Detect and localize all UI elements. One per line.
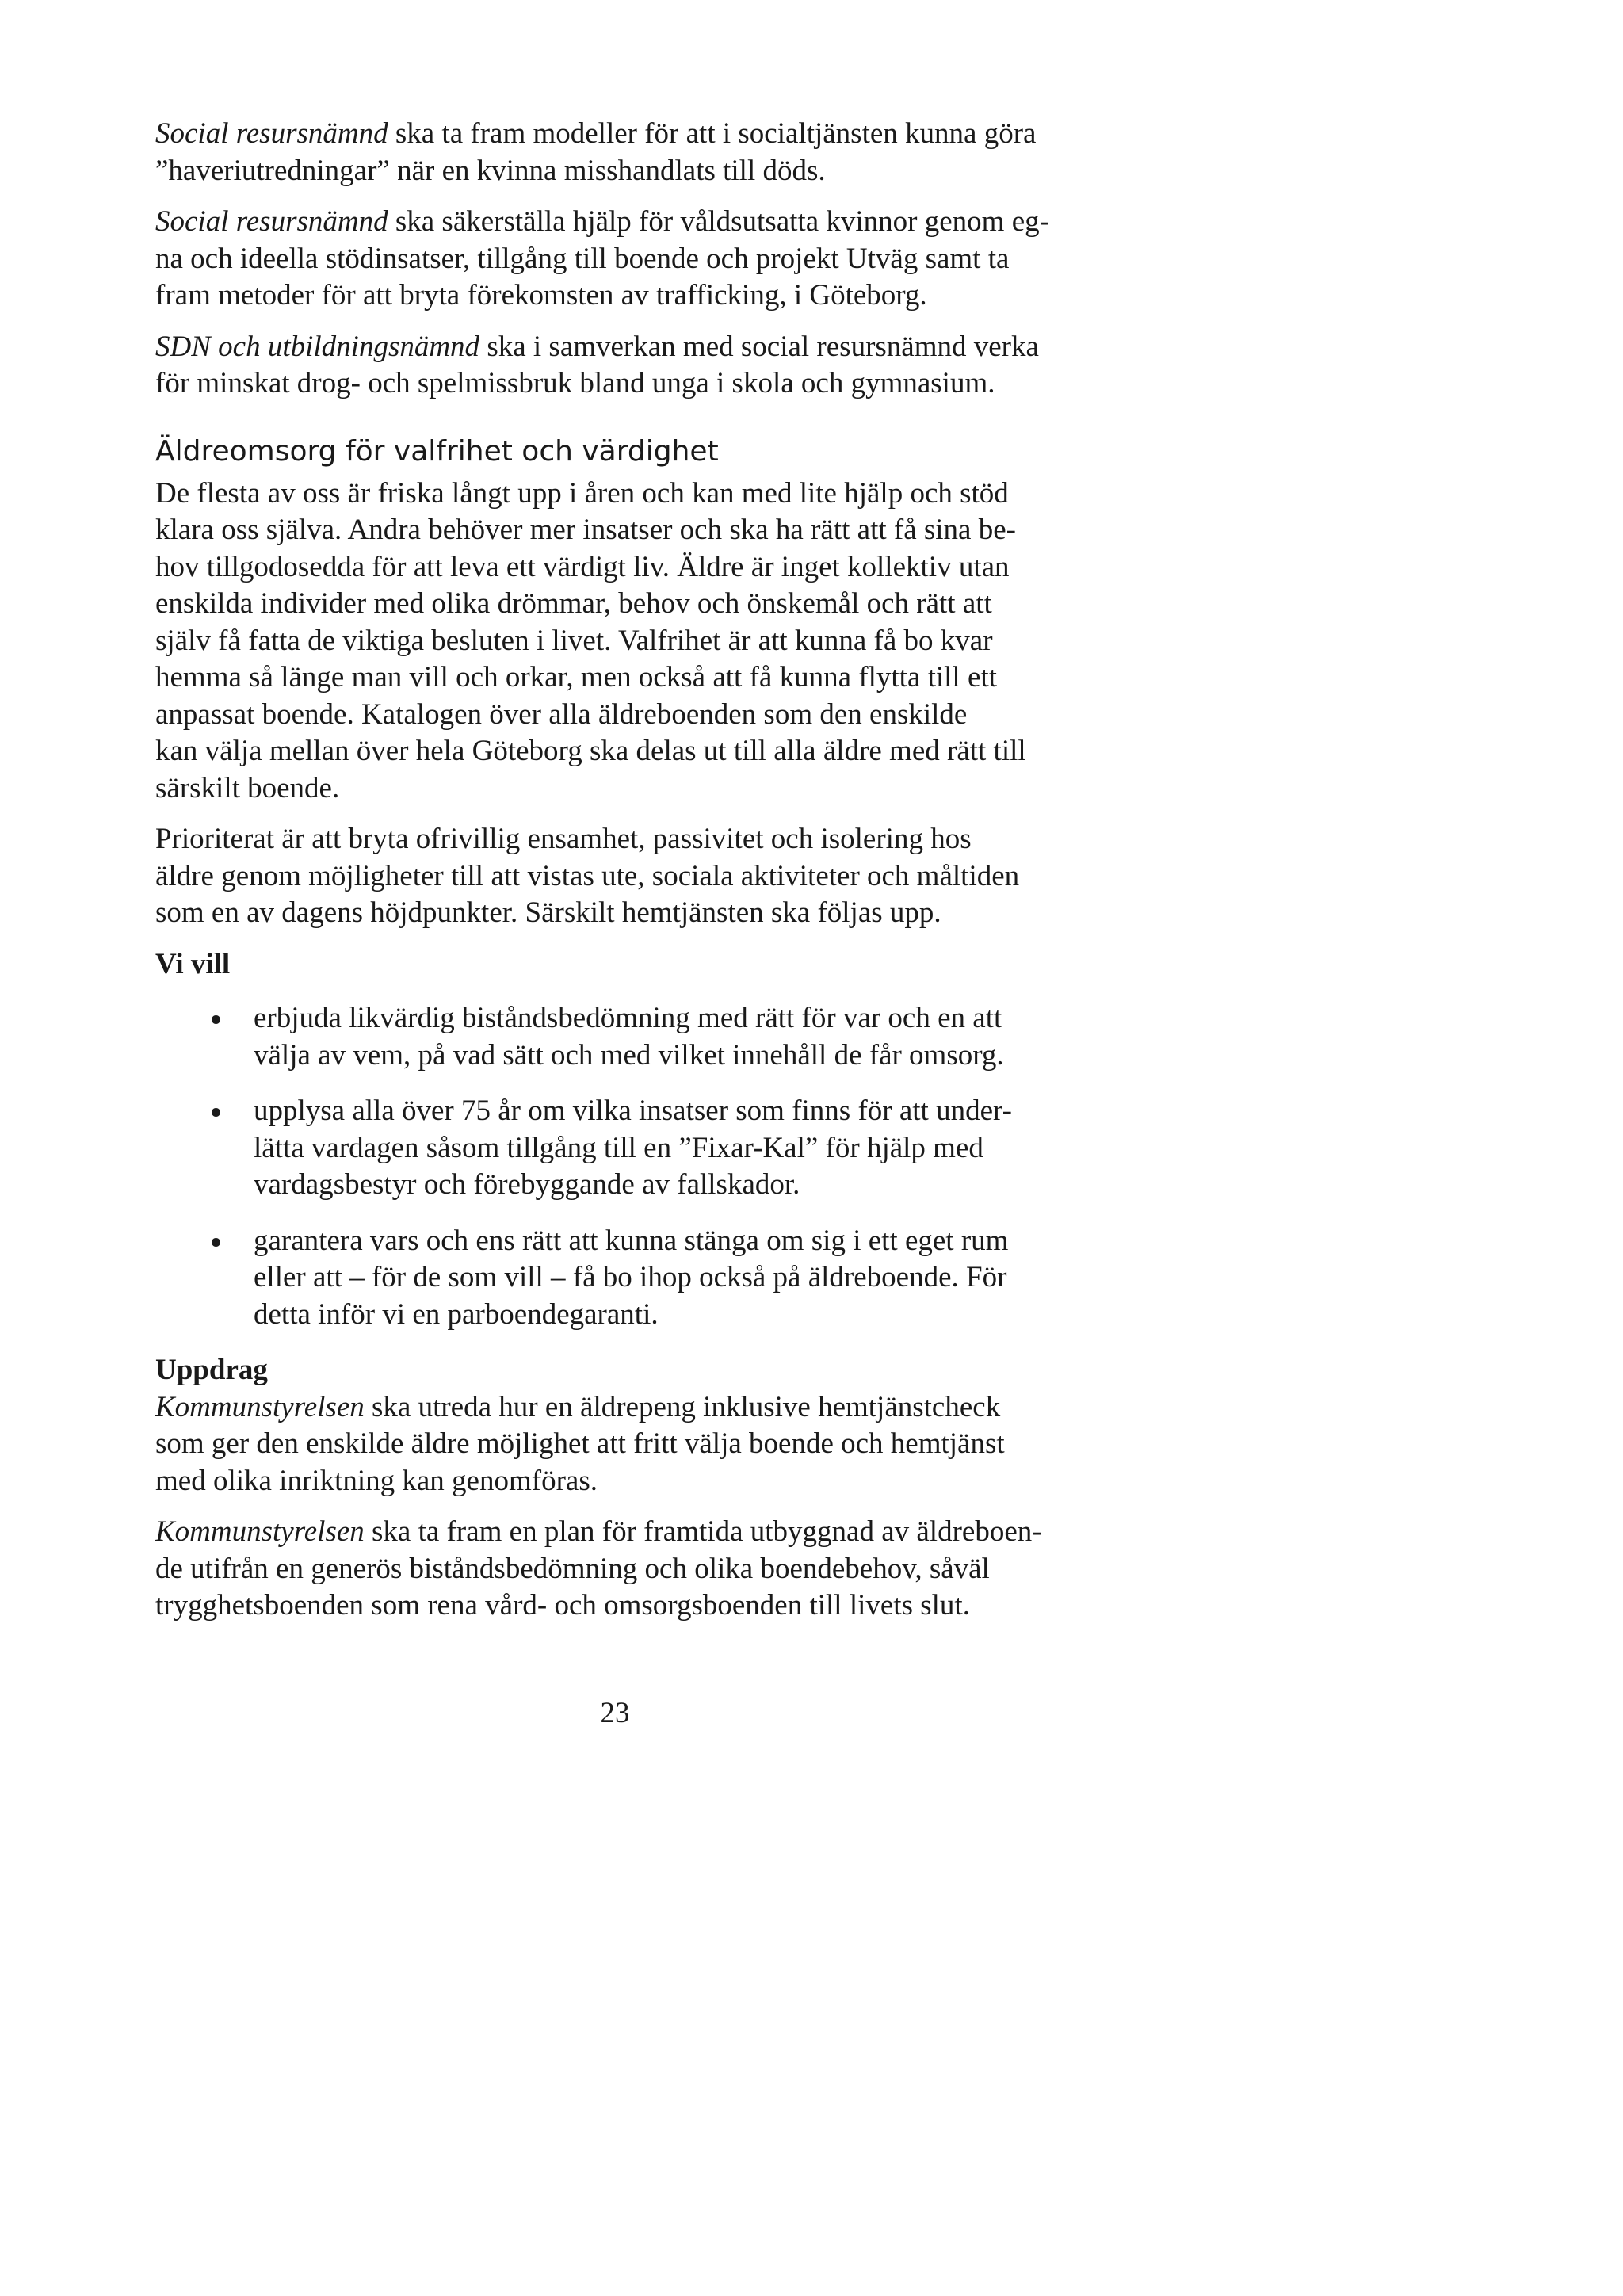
- bullet-line: erbjuda likvärdig biståndsbedömning med rätt för var och en att: [254, 1002, 1002, 1034]
- page-content: [155, 116, 1087, 1639]
- bullet-line: eller att – för de som vill – få bo ihop också på äldreboende. För: [254, 1261, 1007, 1293]
- paragraph-line: äldre genom möjligheter till att vistas ute, sociala aktiviteter och måltiden: [155, 859, 1020, 892]
- paragraph-line: [155, 116, 1087, 153]
- list-item: [155, 1093, 1087, 1204]
- list-item: [155, 1000, 1087, 1074]
- vi-vill-label: Vi vill: [155, 947, 231, 980]
- paragraph-aldreomsorg: [155, 476, 1087, 808]
- bullet-icon: [208, 1223, 223, 1260]
- paragraph-line: själv få fatta de viktiga besluten i livet. Valfrihet är att kunna få bo kvar: [155, 624, 993, 657]
- paragraph-line: [155, 1514, 1087, 1551]
- line-text: ska säkerställa hjälp för våldsutsatta kvinnor genom eg-: [388, 205, 1049, 238]
- paragraph-line: de utifrån en generös biståndsbedömning och olika boendebehov, såväl: [155, 1552, 990, 1585]
- paragraph-line: trygghetsboenden som rena vård- och omsorgsboenden till livets slut.: [155, 1589, 970, 1622]
- paragraph-line: för minskat drog- och spelmissbruk bland unga i skola och gymnasium.: [155, 367, 995, 399]
- paragraph-line: fram metoder för att bryta förekomsten av trafficking, i Göteborg.: [155, 279, 927, 311]
- bullet-line: lätta vardagen såsom tillgång till en ”Fixar-Kal” för hjälp med: [254, 1131, 983, 1164]
- agent-name: Social resursnämnd: [155, 117, 388, 150]
- bullet-list: [155, 1000, 1087, 1333]
- paragraph-line: med olika inriktning kan genomföras.: [155, 1464, 598, 1497]
- uppdrag-label: Uppdrag: [155, 1354, 268, 1386]
- bullet-line: garantera vars och ens rätt att kunna stänga om sig i ett eget rum: [254, 1224, 1009, 1257]
- paragraph-line: [155, 204, 1087, 241]
- bullet-line: välja av vem, på vad sätt och med vilket innehåll de får omsorg.: [254, 1038, 1004, 1072]
- paragraph-utbyggnad: [155, 1514, 1087, 1625]
- paragraph-line: anpassat boende. Katalogen över alla äldreboenden som den enskilde: [155, 697, 968, 731]
- line-text: ska ta fram modeller för att i socialtjänsten kunna göra: [388, 117, 1037, 150]
- paragraph-valdsutsatta: [155, 204, 1087, 315]
- paragraph-line: Prioriterat är att bryta ofrivillig ensamhet, passivitet och isolering hos: [155, 823, 972, 855]
- paragraph-line: na och ideella stödinsatser, tillgång till boende och projekt Utväg samt ta: [155, 242, 1010, 275]
- line-text: ska utreda hur en äldrepeng inklusive hemtjänstcheck: [364, 1390, 1001, 1423]
- paragraph-line: som ger den enskilde äldre möjlighet att fritt välja boende och hemtjänst: [155, 1427, 1005, 1460]
- paragraph-line: [155, 329, 1087, 366]
- paragraph-aldrepeng: [155, 1389, 1087, 1500]
- agent-name: Kommunstyrelsen: [155, 1515, 365, 1548]
- paragraph-line: enskilda individer med olika drömmar, behov och önskemål och rätt att: [155, 587, 992, 620]
- paragraph-line: [155, 1389, 1087, 1427]
- page-number: 23: [600, 1697, 630, 1729]
- line-text: ska i samverkan med social resursnämnd verka: [479, 330, 1039, 363]
- paragraph-line: ”haveriutredningar” när en kvinna misshandlats till döds.: [155, 154, 826, 187]
- paragraph-line: hov tillgodosedda för att leva ett värdigt liv. Äldre är inget kollektiv utan: [155, 550, 1010, 583]
- bullet-icon: [208, 1093, 223, 1130]
- paragraph-prioriterat: [155, 821, 1087, 932]
- paragraph-line: som en av dagens höjdpunkter. Särskilt hemtjänsten ska följas upp.: [155, 896, 941, 929]
- paragraph-line: hemma så länge man vill och orkar, men också att få kunna flytta till ett: [155, 661, 997, 693]
- line-text: ska ta fram en plan för framtida utbyggnad av äldreboen-: [364, 1515, 1042, 1548]
- paragraph-line: De flesta av oss är friska långt upp i åren och kan med lite hjälp och stöd: [155, 476, 1009, 510]
- bullet-line: upplysa alla över 75 år om vilka insatser som finns för att under-: [254, 1095, 1012, 1127]
- paragraph-haveri: [155, 116, 1087, 189]
- agent-name: Social resursnämnd: [155, 205, 388, 238]
- bullet-icon: [208, 1000, 223, 1037]
- bullet-line: vardagsbestyr och förebyggande av fallskador.: [254, 1168, 800, 1201]
- section-heading: Äldreomsorg för valfrihet och värdighet: [155, 434, 719, 468]
- agent-name: SDN och utbildningsnämnd: [155, 330, 480, 363]
- paragraph-line: klara oss själva. Andra behöver mer insatser och ska ha rätt att få sina be-: [155, 514, 1016, 546]
- agent-name: Kommunstyrelsen: [155, 1390, 365, 1423]
- paragraph-line: särskilt boende.: [155, 771, 340, 804]
- bullet-line: detta inför vi en parboendegaranti.: [254, 1297, 659, 1331]
- paragraph-line: kan välja mellan över hela Göteborg ska delas ut till alla äldre med rätt till: [155, 735, 1026, 767]
- list-item: [155, 1223, 1087, 1334]
- paragraph-missbruk: [155, 329, 1087, 403]
